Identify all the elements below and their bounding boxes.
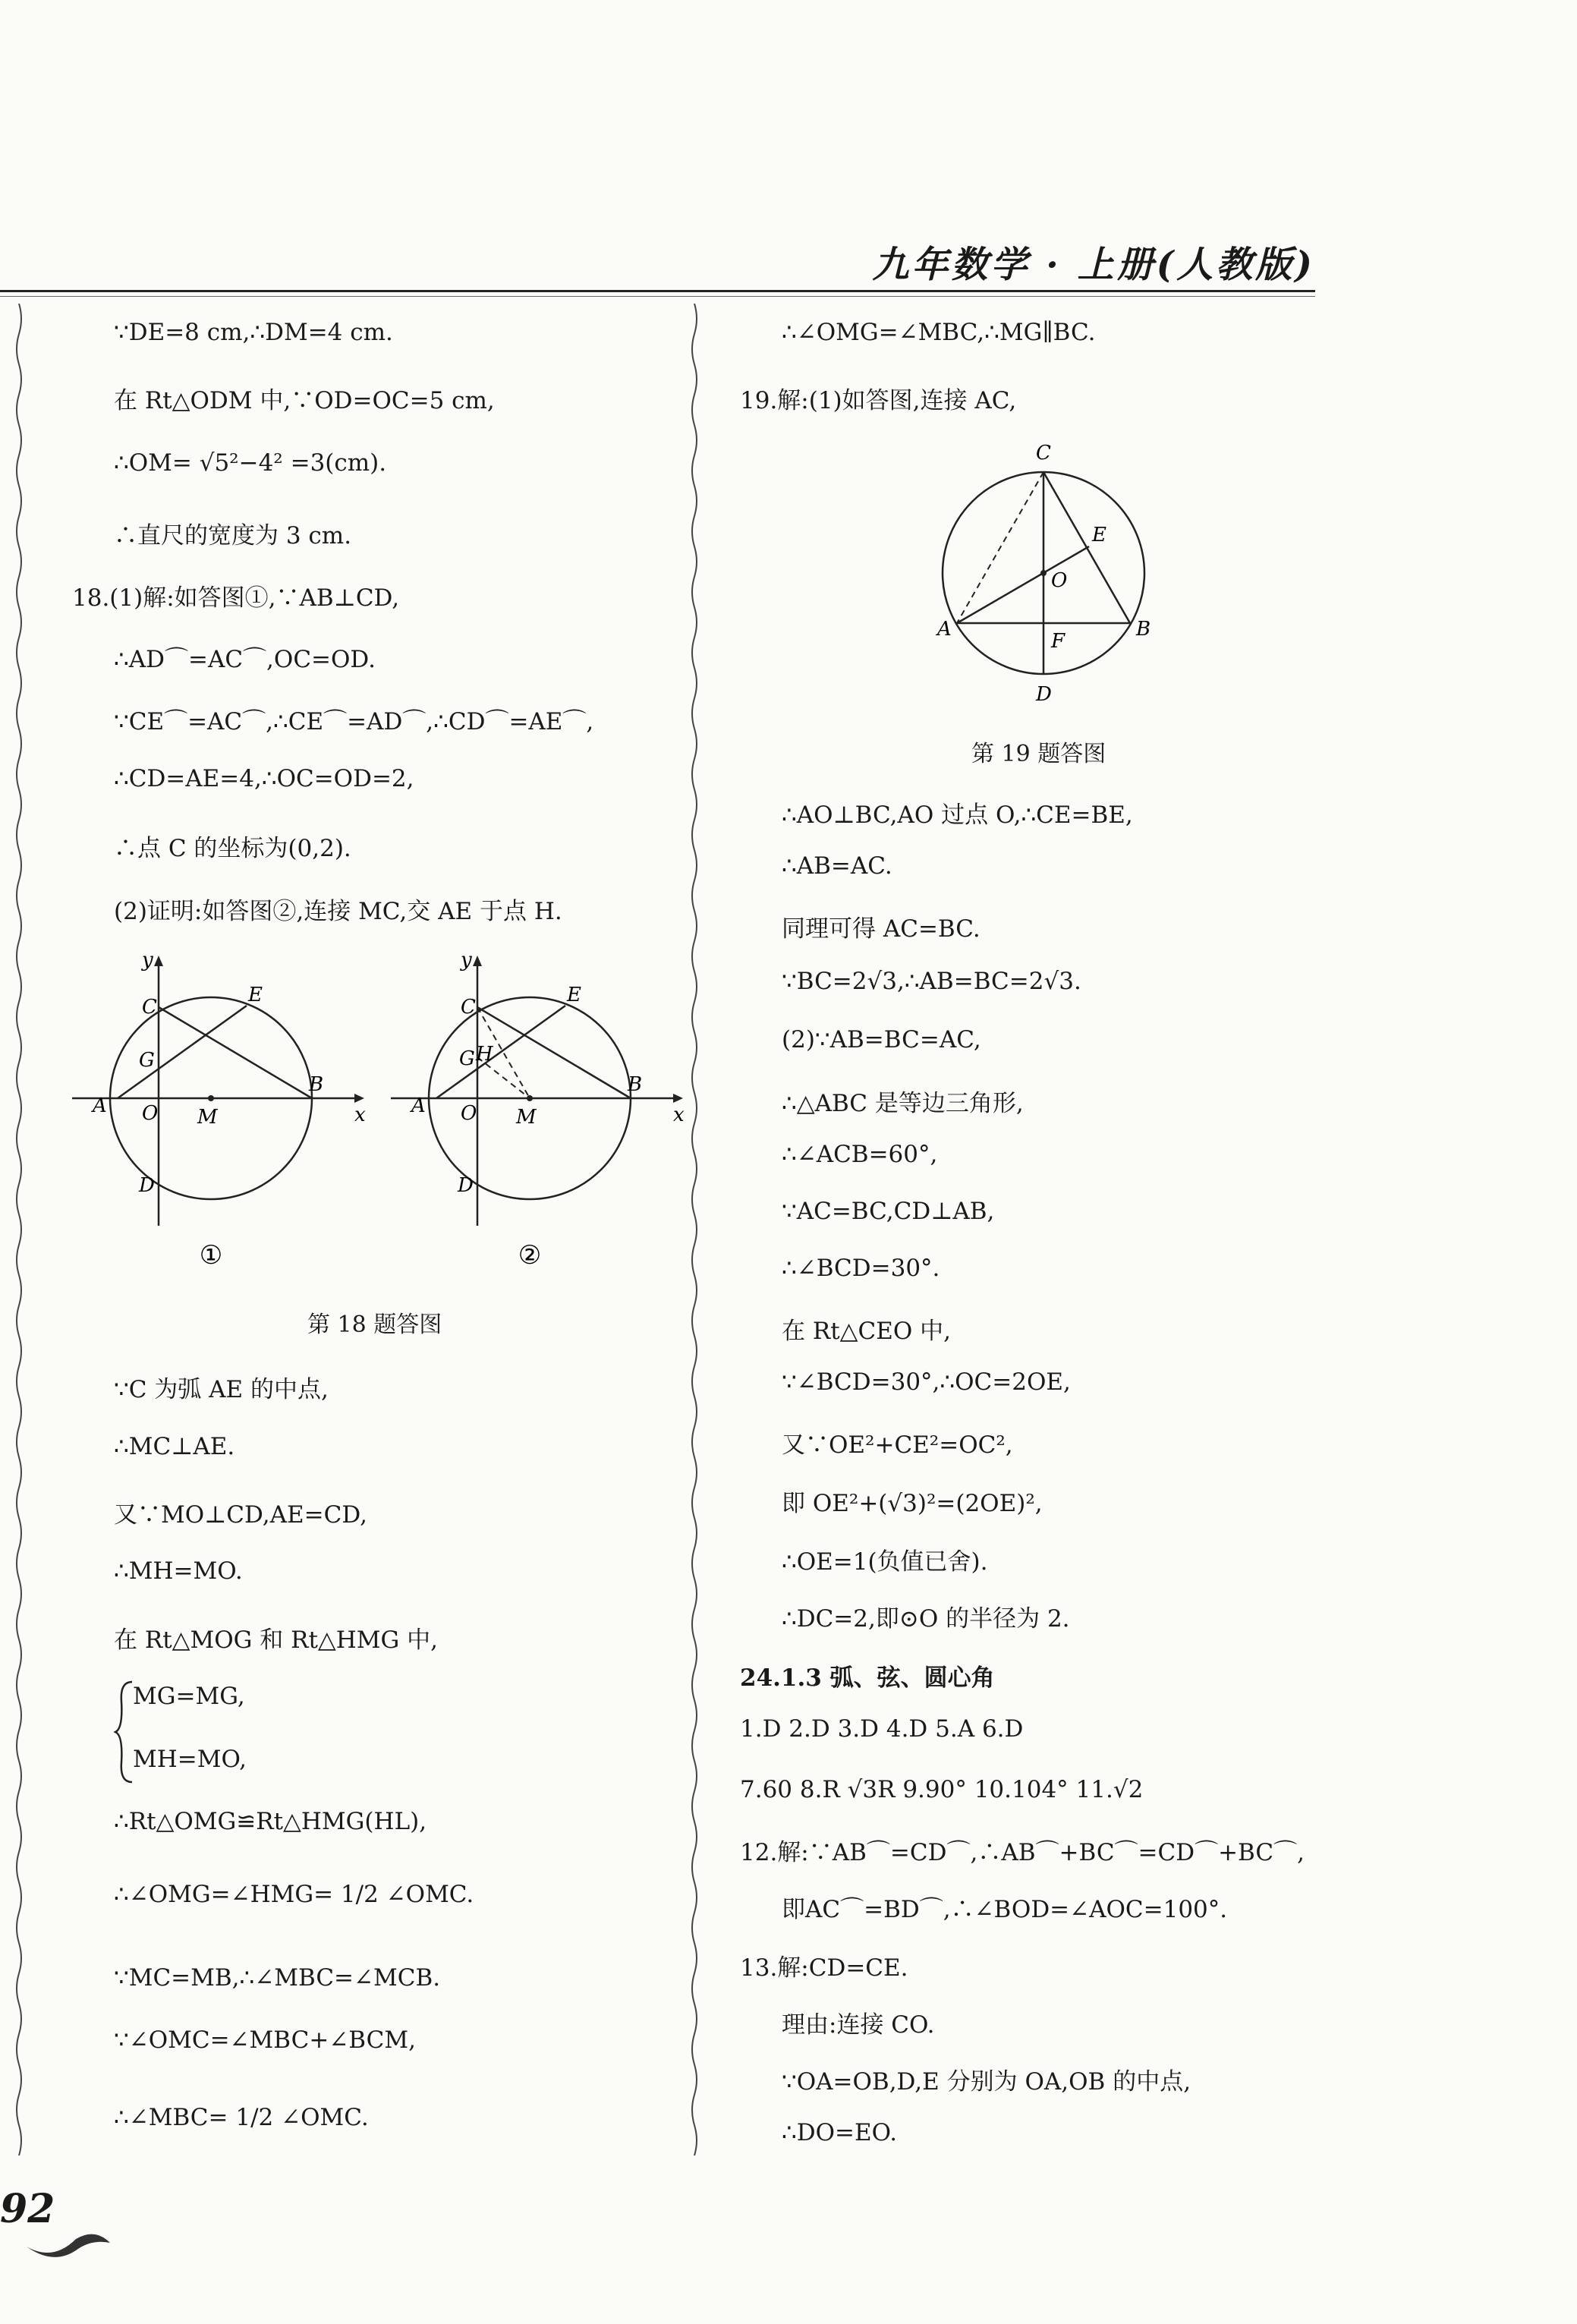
point-label: D bbox=[139, 1174, 155, 1197]
point-label: O bbox=[461, 1102, 477, 1125]
text-line: ∵C 为弧 AE 的中点, bbox=[114, 1376, 329, 1403]
answers-row: 1.D 2.D 3.D 4.D 5.A 6.D bbox=[740, 1715, 1024, 1743]
point-label: O bbox=[1051, 569, 1068, 592]
text-line: ∴MH=MO. bbox=[114, 1557, 243, 1585]
text-line: MH=MO, bbox=[133, 1746, 247, 1773]
text-line: MG=MG, bbox=[133, 1683, 245, 1710]
text-line: 又∵OE²+CE²=OC², bbox=[782, 1431, 1013, 1459]
point-label: A bbox=[411, 1094, 426, 1117]
text-line: ∴∠MBC= 1/2 ∠OMC. bbox=[114, 2104, 369, 2131]
text-line: 在 Rt△MOG 和 Rt△HMG 中, bbox=[114, 1626, 439, 1654]
point-label: E bbox=[248, 984, 263, 1006]
text-line: ∴OE=1(负值已舍). bbox=[782, 1548, 988, 1576]
point-label: A bbox=[937, 618, 952, 641]
point-label: A bbox=[93, 1094, 107, 1117]
point-label: y bbox=[142, 953, 153, 971]
header-rule bbox=[0, 290, 1315, 292]
point-label: B bbox=[1136, 618, 1151, 641]
point-label: x bbox=[354, 1104, 366, 1126]
question-18: 18.(1)解:如答图①,∵AB⊥CD, bbox=[72, 584, 400, 612]
question-19: 19.解:(1)如答图,连接 AC, bbox=[740, 387, 1017, 414]
text-line: ∴Rt△OMG≌Rt△HMG(HL), bbox=[114, 1808, 427, 1835]
text-line: ∴△ABC 是等边三角形, bbox=[782, 1090, 1024, 1117]
text-line: 在 Rt△ODM 中,∵OD=OC=5 cm, bbox=[114, 387, 495, 414]
text-line: ∴AB=AC. bbox=[782, 852, 892, 880]
point-label: O bbox=[142, 1102, 159, 1125]
text-line: ∴直尺的宽度为 3 cm. bbox=[114, 522, 352, 550]
point-label: D bbox=[1036, 683, 1052, 706]
figure-label-2: ② bbox=[518, 1240, 542, 1271]
point-label: C bbox=[142, 996, 157, 1019]
text-line: ∵∠BCD=30°,∴OC=2OE, bbox=[782, 1368, 1071, 1396]
point-label: B bbox=[628, 1073, 643, 1096]
point-label: B bbox=[309, 1073, 324, 1096]
text-line: ∴DC=2,即⊙O 的半径为 2. bbox=[782, 1605, 1070, 1633]
point-label: M bbox=[197, 1106, 218, 1129]
figure-19-caption: 第 19 题答图 bbox=[971, 741, 1106, 767]
text-line: ∵AC=BC,CD⊥AB, bbox=[782, 1198, 995, 1225]
question-13: 13.解:CD=CE. bbox=[740, 1954, 908, 1982]
section-heading: 24.1.3 弧、弦、圆心角 bbox=[740, 1664, 995, 1692]
figure-label-1: ① bbox=[199, 1240, 223, 1271]
answers-row: 7.60 8.R √3R 9.90° 10.104° 11.√2 bbox=[740, 1776, 1144, 1803]
text-line: (2)证明:如答图②,连接 MC,交 AE 于点 H. bbox=[114, 898, 562, 925]
header-rule-thin bbox=[0, 296, 1315, 297]
text-line: ∴∠OMG=∠HMG= 1/2 ∠OMC. bbox=[114, 1881, 474, 1908]
text-line: ∴∠OMG=∠MBC,∴MG∥BC. bbox=[782, 319, 1096, 346]
text-line: ∴OM= √5²−4² =3(cm). bbox=[114, 449, 387, 477]
text-line: ∴∠BCD=30°. bbox=[782, 1255, 940, 1282]
point-label: y bbox=[461, 953, 472, 971]
question-12: 12.解:∵AB⌒=CD⌒,∴AB⌒+BC⌒=CD⌒+BC⌒, bbox=[740, 1839, 1305, 1866]
point-label: E bbox=[1092, 524, 1106, 546]
text-line: 同理可得 AC=BC. bbox=[782, 915, 981, 943]
text-line: 即AC⌒=BD⌒,∴∠BOD=∠AOC=100°. bbox=[782, 1896, 1228, 1923]
text-line: ∴AD⌒=AC⌒,OC=OD. bbox=[114, 646, 376, 673]
point-label: H bbox=[476, 1043, 493, 1066]
point-label: G bbox=[459, 1047, 475, 1070]
figure-19 bbox=[930, 436, 1173, 710]
point-label: M bbox=[516, 1106, 537, 1129]
header-title: 九年数学 · 上册(人教版) bbox=[872, 244, 1315, 286]
text-line: 即 OE²+(√3)²=(2OE)², bbox=[782, 1490, 1043, 1517]
brace bbox=[114, 1679, 135, 1785]
text-line: 在 Rt△CEO 中, bbox=[782, 1318, 951, 1345]
figure-18-diagram-1 bbox=[72, 953, 366, 1271]
figure-18 bbox=[72, 953, 694, 1271]
point-label: D bbox=[458, 1174, 474, 1197]
point-label: C bbox=[1036, 442, 1051, 464]
figure-18-diagram-2 bbox=[391, 953, 685, 1271]
text-line: 理由:连接 CO. bbox=[782, 2011, 935, 2039]
point-label: G bbox=[139, 1049, 155, 1072]
text-line: ∴∠ACB=60°, bbox=[782, 1141, 938, 1168]
text-line: ∵DE=8 cm,∴DM=4 cm. bbox=[114, 319, 393, 346]
text-line: ∴点 C 的坐标为(0,2). bbox=[114, 835, 351, 862]
text-line: ∴MC⊥AE. bbox=[114, 1433, 235, 1460]
text-line: ∴AO⊥BC,AO 过点 O,∴CE=BE, bbox=[782, 801, 1133, 829]
point-label: E bbox=[567, 984, 581, 1006]
left-wavy-border bbox=[14, 304, 24, 2156]
text-line: ∵CE⌒=AC⌒,∴CE⌒=AD⌒,∴CD⌒=AE⌒, bbox=[114, 708, 594, 735]
text-line: ∴CD=AE=4,∴OC=OD=2, bbox=[114, 765, 414, 792]
text-line: 又∵MO⊥CD,AE=CD, bbox=[114, 1501, 367, 1529]
text-line: (2)∵AB=BC=AC, bbox=[782, 1026, 981, 1053]
point-label: x bbox=[673, 1104, 685, 1126]
text-line: ∵MC=MB,∴∠MBC=∠MCB. bbox=[114, 1964, 441, 1992]
text-line: ∵OA=OB,D,E 分别为 OA,OB 的中点, bbox=[782, 2068, 1191, 2096]
text-line: ∵BC=2√3,∴AB=BC=2√3. bbox=[782, 968, 1081, 995]
point-label: C bbox=[461, 996, 476, 1019]
point-label: F bbox=[1051, 630, 1065, 653]
text-line: ∵∠OMC=∠MBC+∠BCM, bbox=[114, 2026, 416, 2054]
figure-18-caption: 第 18 题答图 bbox=[307, 1312, 442, 1338]
leaf-ornament-icon bbox=[23, 2224, 114, 2262]
page-number: 92 bbox=[0, 2186, 55, 2232]
text-line: ∴DO=EO. bbox=[782, 2119, 898, 2146]
